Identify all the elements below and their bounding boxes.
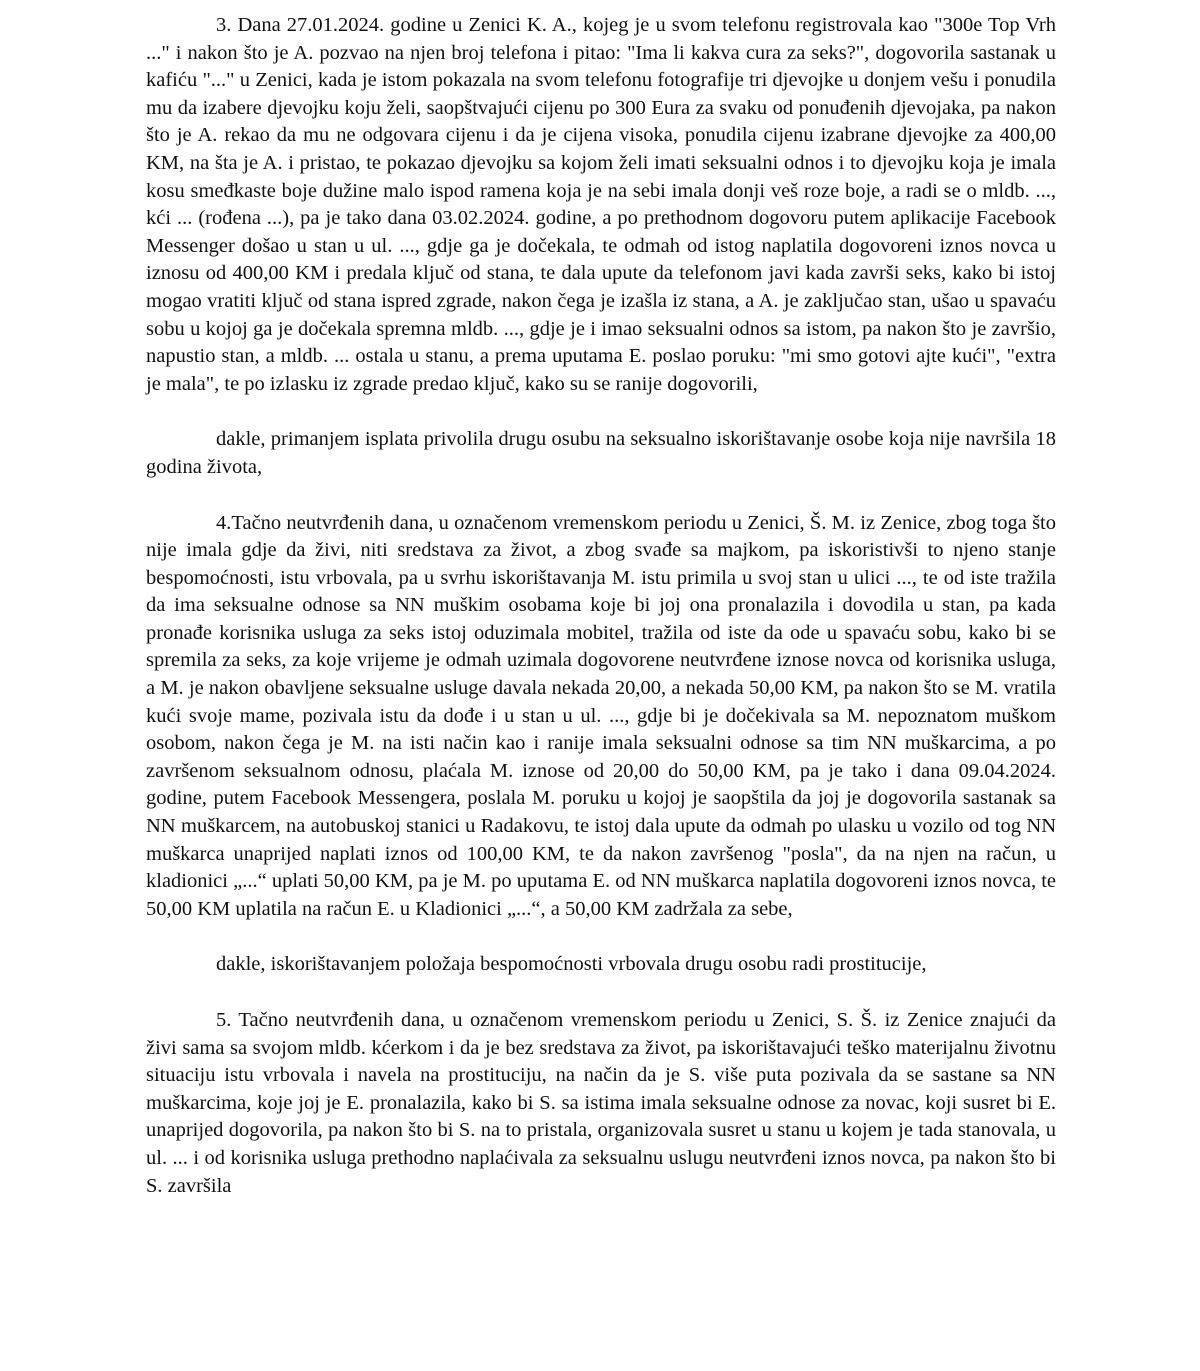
paragraph-conclusion-4: dakle, iskorištavanjem položaja bespomoćnosti vrbovala drugu osobu radi prostitucije, [216,953,927,976]
document-page [146,12,1056,1200]
paragraph-item-5: 5. Tačno neutvrđenih dana, u označenom vremenskom periodu u Zenici, S. Š. iz Zenice znajući da živi sama sa svojom mldb. kćerkom i da je bez sredstava za život, pa iskorištavajući teško materijalnu životnu situaciju istu vrbovala i navela na prostituciju, na način da je S. više puta pozivala da se sastane sa NN muškarcima, koje joj je E. pronalazila, kako bi S. sa istima imala seksualne odnose za novac, koji susret bi E. unaprijed dogovorila, pa nakon što bi S. na to pristala, organizovala susret u stanu u kojem je tada stanovala, u ul. ... i od korisnika usluga prethodno naplaćivala za seksualnu uslugu neutvrđeni iznos novca, pa nakon što bi S. završila [146,1009,1056,1197]
paragraph-item-4: 4.Tačno neutvrđenih dana, u označenom vremenskom periodu u Zenici, Š. M. iz Zenice, zbog toga što nije imala gdje da živi, niti sredstava za život, a zbog svađe sa majkom, pa iskoristivši to njeno stanje bespomoćnosti, istu vrbovala, pa u svrhu iskorištavanja M. istu primila u svoj stan u ulici ..., te od iste tražila da ima seksualne odnose sa NN muškim osobama koje bi joj ona pronalazila i dovodila u stan, pa kada pronađe korisnika usluga za seks istoj oduzimala mobitel, tražila od iste da ode u spavaću sobu, kako bi se spremila za seks, za koje vrijeme je odmah uzimala dogovorene neutvrđene iznose novca od korisnika usluga, a M. je nakon obavljene seksualne usluge davala nekada 20,00, a nekada 50,00 KM, pa nakon što se M. vratila kući svoje mame, pozivala istu da dođe i u stan u ul. ..., gdje bi je dočekivala sa M. nepoznatom muškom osobom, nakon čega je M. na isti način kao i ranije imala seksualni odnose sa tim NN muškarcima, a po završenom seksualnom odnosu, plaćala M. iznose od 20,00 do 50,00 KM, pa je tako i dana 09.04.2024. godine, putem Facebook Messengera, poslala M. poruku u kojoj je saopštila da joj je dogovorila sastanak sa NN muškarcem, na autobuskoj stanici u Radakovu, te istoj dala upute da odmah po ulasku u vozilo od tog NN muškarca unaprijed naplati iznos od 100,00 KM, te da nakon završenog "posla", da na njen na račun, u kladionici „...“ uplati 50,00 KM, pa je M. po uputama E. od NN muškarca naplatila dogovoreni iznos novca, te 50,00 KM uplatila na račun E. u Kladionici „...“, a 50,00 KM zadržala za sebe, [146,511,1056,920]
paragraph-gap [146,979,1056,1007]
paragraph-gap [146,398,1056,426]
paragraph-conclusion-3: dakle, primanjem isplata privolila drugu osubu na seksualno iskorištavanje osobe koja nije navršila 18 godina života, [146,428,1056,478]
paragraph-gap [146,923,1056,951]
paragraph-gap [146,482,1056,510]
paragraph-item-3: 3. Dana 27.01.2024. godine u Zenici K. A., kojeg je u svom telefonu registrovala kao "300e Top Vrh ..." i nakon što je A. pozvao na njen broj telefona i pitao: "Ima li kakva cura za seks?", dogovorila sastanak u kafiću "..." u Zenici, kada je istom pokazala na svom telefonu fotografije tri djevojke u donjem vešu i ponudila mu da izabere djevojku koju želi, saopštvajući cijenu po 300 Eura za svaku od ponuđenih djevojaka, pa nakon što je A. rekao da mu ne odgovara cijenu i da je cijena visoka, ponudila cijenu izabrane djevojke za 400,00 KM, na šta je A. i pristao, te pokazao djevojku sa kojom želi imati seksualni odnos i to djevojku koja je imala kosu smeđkaste boje dužine malo ispod ramena koja je na sebi imala donji veš roze boje, a radi se o mldb. ..., kći ... (rođena ...), pa je tako dana 03.02.2024. godine, a po prethodnom dogovoru putem aplikacije Facebook Messenger došao u stan u ul. ..., gdje ga je dočekala, te odmah od istog naplatila dogovoreni iznos novca u iznosu od 400,00 KM i predala ključ od stana, te dala upute da telefonom javi kada završi seks, kako bi istoj mogao vratiti ključ od stana ispred zgrade, nakon čega je izašla iz stana, a A. je zaključao stan, ušao u spavaću sobu u kojoj ga je dočekala spremna mldb. ..., gdje je i imao seksualni odnos sa istom, pa nakon što je završio, napustio stan, a mldb. ... ostala u stanu, a prema uputama E. poslao poruku: "mi smo gotovi ajte kući", "extra je mala", te po izlasku iz zgrade predao ključ, kako su se ranije dogovorili, [146,14,1056,395]
